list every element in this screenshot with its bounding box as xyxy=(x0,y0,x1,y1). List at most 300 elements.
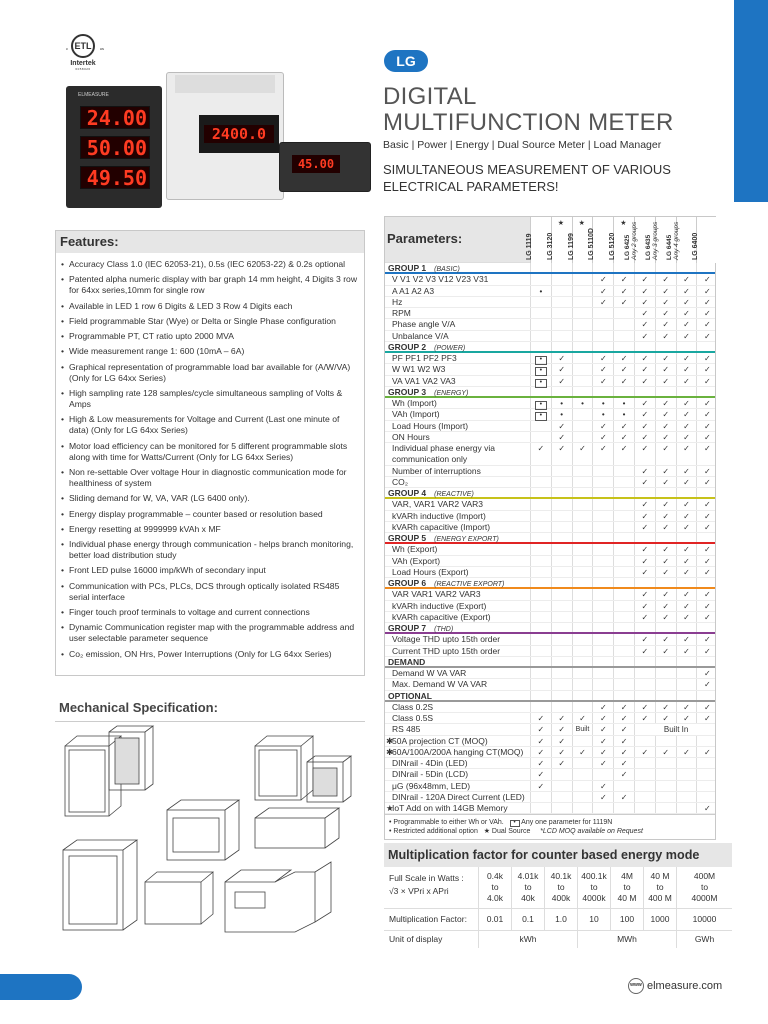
check-icon: ✓ xyxy=(655,466,676,476)
check-icon: ✓ xyxy=(592,702,613,712)
feature-item: • Programmable PT, CT ratio upto 2000 MVA xyxy=(60,331,360,342)
group-name: GROUP 7 xyxy=(388,623,427,633)
check-icon: ✓ xyxy=(592,286,613,296)
check-icon: ✓ xyxy=(613,758,634,768)
parameter-name: kVARh capacitive (Export) xyxy=(392,611,491,622)
support-cell xyxy=(572,376,593,386)
support-cell xyxy=(572,612,593,622)
support-cell xyxy=(634,758,655,768)
support-cell xyxy=(572,409,593,419)
parameter-name: DINrail - 120A Direct Current (LED) xyxy=(392,791,525,802)
check-icon: ✓ xyxy=(655,544,676,554)
group-tag: (ENERGY) xyxy=(434,389,469,397)
check-icon: ✓ xyxy=(655,556,676,566)
support-cell: Built xyxy=(572,724,593,734)
feature-item: • Communication with PCs, PLCs, DCS through optically isolated RS485 serial interface xyxy=(60,581,360,603)
check-icon: ✓ xyxy=(592,421,613,431)
support-cell xyxy=(613,511,634,521)
drawing-front-1 xyxy=(65,726,153,816)
product-photos xyxy=(66,72,378,214)
multiplication-title: Multiplication factor for counter based energy mode xyxy=(384,843,732,867)
support-cell xyxy=(676,803,697,813)
check-icon: ✓ xyxy=(655,522,676,532)
check-icon: ✓ xyxy=(613,353,634,363)
check-icon: ✓ xyxy=(634,567,655,577)
support-cell xyxy=(572,803,593,813)
support-cell xyxy=(551,769,572,779)
check-icon: ✓ xyxy=(634,331,655,341)
check-icon: ✓ xyxy=(696,567,717,577)
full-scale-range: 4M to 40 M xyxy=(610,867,643,909)
any-one-box-icon xyxy=(530,364,551,374)
check-icon: ✓ xyxy=(696,668,717,678)
support-cell xyxy=(592,331,613,341)
check-icon: ✓ xyxy=(676,297,697,307)
check-icon: ✓ xyxy=(655,511,676,521)
support-cell xyxy=(655,668,676,678)
parameter-name: Current THD upto 15th order xyxy=(392,645,501,656)
check-icon: ✓ xyxy=(676,499,697,509)
parameter-row xyxy=(385,803,715,814)
parameter-row xyxy=(385,601,715,612)
check-icon: ✓ xyxy=(634,308,655,318)
check-icon: ✓ xyxy=(696,274,717,284)
check-icon: ✓ xyxy=(634,544,655,554)
parameter-row xyxy=(385,668,715,679)
parameter-row xyxy=(385,477,715,488)
support-cell xyxy=(655,781,676,791)
check-icon: ✓ xyxy=(530,736,551,746)
features-panel xyxy=(55,230,365,676)
parameter-name: Voltage THD upto 15th order xyxy=(392,634,501,645)
support-cell xyxy=(655,736,676,746)
parameter-name: RS 485 xyxy=(392,724,421,735)
unit-gwh: GWh xyxy=(676,931,732,948)
check-icon: ✓ xyxy=(676,747,697,757)
check-icon: ✓ xyxy=(676,511,697,521)
check-icon: ✓ xyxy=(696,713,717,723)
support-cell xyxy=(613,466,634,476)
support-cell xyxy=(696,736,717,746)
check-icon: ✓ xyxy=(696,353,717,363)
group-name: OPTIONAL xyxy=(388,690,432,701)
check-icon: ✓ xyxy=(592,376,613,386)
support-cell xyxy=(551,274,572,284)
check-icon: ✓ xyxy=(634,274,655,284)
intertek-name: Intertek xyxy=(70,60,96,67)
support-cell xyxy=(572,758,593,768)
check-icon: ✓ xyxy=(676,556,697,566)
check-icon: ✓ xyxy=(592,747,613,757)
support-cell xyxy=(613,589,634,599)
support-cell xyxy=(551,612,572,622)
support-cell xyxy=(592,511,613,521)
check-icon: ✓ xyxy=(634,747,655,757)
check-icon: ✓ xyxy=(655,443,676,465)
option-marker-icon: ✱ xyxy=(386,735,394,746)
feature-item: • Field programmable Star (Wye) or Delta or Single Phase configuration xyxy=(60,316,360,327)
support-cell xyxy=(655,679,676,689)
features-list xyxy=(56,253,364,660)
check-icon: ✓ xyxy=(655,376,676,386)
page-title: DIGITAL MULTIFUNCTION METER xyxy=(383,83,674,136)
product-tagline: Basic | Power | Energy | Dual Source Meter | Load Manager xyxy=(383,139,662,151)
parameter-row xyxy=(385,274,715,285)
check-icon: ✓ xyxy=(551,364,572,374)
parameter-name: PF PF1 PF2 PF3 xyxy=(392,353,457,363)
check-icon: ✓ xyxy=(696,556,717,566)
model-name: LG 5110D xyxy=(588,228,596,260)
support-cell xyxy=(613,781,634,791)
check-icon: ✓ xyxy=(530,443,551,465)
model-label: LG 6435 xyxy=(644,234,652,260)
support-cell: • xyxy=(592,409,613,419)
support-cell xyxy=(551,499,572,509)
support-cell xyxy=(676,792,697,802)
factor-row: Multiplication Factor: 0.01 0.1 1.0 10 100 1000 10000 xyxy=(384,909,732,931)
support-cell xyxy=(592,601,613,611)
support-cell xyxy=(551,319,572,329)
check-icon: ✓ xyxy=(613,297,634,307)
group-header xyxy=(385,533,715,544)
support-cell xyxy=(551,634,572,644)
note-programmable: • Programmable to either Wh or VAh. xyxy=(389,819,504,827)
any-one-box-icon xyxy=(530,376,551,386)
check-icon: ✓ xyxy=(696,297,717,307)
group-header xyxy=(385,387,715,398)
support-cell xyxy=(551,589,572,599)
parameter-name: Demand W VA VAR xyxy=(392,668,467,678)
meter1-display-row1: 24.00 xyxy=(80,106,150,129)
parameter-name: kVARh inductive (Import) xyxy=(392,510,486,521)
check-icon: ✓ xyxy=(551,747,572,757)
support-cell xyxy=(592,589,613,599)
check-icon: ✓ xyxy=(634,364,655,374)
model-name xyxy=(667,216,680,260)
parameters-header xyxy=(385,217,715,263)
parameter-name: DINrail - 5Din (LCD) xyxy=(392,769,469,780)
check-icon: ✓ xyxy=(592,297,613,307)
check-icon: ✓ xyxy=(676,589,697,599)
group-name: GROUP 4 xyxy=(388,488,427,498)
support-cell xyxy=(530,511,551,521)
support-cell xyxy=(530,499,551,509)
support-cell xyxy=(592,544,613,554)
parameter-name: Hz xyxy=(392,296,403,307)
check-icon: ✓ xyxy=(676,612,697,622)
note-dual-source: ★ Dual Source xyxy=(483,828,531,836)
parameter-row xyxy=(385,319,715,330)
parameter-name: RPM xyxy=(392,308,411,318)
parameter-name: Wh (Export) xyxy=(392,544,438,555)
check-icon: ✓ xyxy=(551,724,572,734)
check-icon: ✓ xyxy=(655,477,676,487)
support-cell xyxy=(572,601,593,611)
support-cell xyxy=(530,544,551,554)
support-cell xyxy=(530,679,551,689)
parameter-row xyxy=(385,679,715,690)
multiplication-factor: 1000 xyxy=(643,909,676,931)
support-cell xyxy=(572,432,593,442)
support-cell: • xyxy=(613,409,634,419)
check-icon: ✓ xyxy=(634,612,655,622)
check-icon: ✓ xyxy=(613,747,634,757)
feature-item: • Patented alpha numeric display with bar graph 14 mm height, 4 Digits 3 row for 64xx series,10mm for single row xyxy=(60,274,360,296)
group-tag: (BASIC) xyxy=(434,266,460,273)
support-cell xyxy=(572,781,593,791)
support-cell xyxy=(551,601,572,611)
check-icon: ✓ xyxy=(655,612,676,622)
support-cell xyxy=(551,679,572,689)
support-cell xyxy=(634,736,655,746)
support-cell xyxy=(696,792,717,802)
parameter-name: Unbalance V/A xyxy=(392,330,449,341)
check-icon: ✓ xyxy=(696,286,717,296)
parameter-row xyxy=(385,589,715,600)
check-icon: ✓ xyxy=(676,376,697,386)
support-cell xyxy=(572,511,593,521)
support-cell xyxy=(551,803,572,813)
model-groups: Any 3 groups xyxy=(651,221,659,260)
check-icon: ✓ xyxy=(655,297,676,307)
check-icon: ✓ xyxy=(530,724,551,734)
support-cell xyxy=(592,612,613,622)
check-icon: ✓ xyxy=(655,702,676,712)
support-cell xyxy=(613,477,634,487)
check-icon: ✓ xyxy=(592,353,613,363)
support-cell xyxy=(634,679,655,689)
check-icon: ✓ xyxy=(634,634,655,644)
group-name: GROUP 5 xyxy=(388,533,427,543)
parameter-name: IoT Add on with 14GB Memory xyxy=(392,803,508,813)
support-cell xyxy=(551,781,572,791)
drawing-front-2 xyxy=(255,736,351,802)
group-tag: (REACTIVE) xyxy=(434,491,474,498)
multiplication-factor: 10000 xyxy=(676,909,732,931)
check-icon: ✓ xyxy=(592,736,613,746)
mechanical-drawings xyxy=(55,722,365,952)
support-cell xyxy=(572,646,593,656)
support-cell xyxy=(572,286,593,296)
model-label: LG 6445 xyxy=(665,234,673,260)
parameter-name: Class 0.5S xyxy=(392,713,434,723)
support-cell xyxy=(572,702,593,712)
model-name: LG 6400 xyxy=(692,232,700,260)
parameter-row xyxy=(385,398,715,409)
check-icon: ✓ xyxy=(655,432,676,442)
check-icon: ✓ xyxy=(696,511,717,521)
meter1-display-row2: 50.00 xyxy=(80,136,150,159)
parameter-name: DINrail - 4Din (LED) xyxy=(392,758,468,768)
support-cell xyxy=(613,308,634,318)
parameter-name: Load Hours (Export) xyxy=(392,566,469,577)
multiplication-factor: 0.1 xyxy=(511,909,544,931)
support-cell xyxy=(572,792,593,802)
support-cell xyxy=(655,803,676,813)
support-cell xyxy=(592,319,613,329)
check-icon: ✓ xyxy=(592,713,613,723)
support-cell xyxy=(613,499,634,509)
group-header xyxy=(385,657,715,668)
parameter-row xyxy=(385,724,715,735)
check-icon: ✓ xyxy=(634,398,655,408)
check-icon: ✓ xyxy=(676,601,697,611)
group-tag: (THD) xyxy=(434,626,454,633)
footer-site[interactable] xyxy=(628,978,722,994)
parameter-row xyxy=(385,364,715,375)
meter1-display-row3: 49.50 xyxy=(80,166,150,189)
support-cell xyxy=(572,308,593,318)
feature-item: • Sliding demand for W, VA, VAR (LG 6400 only). xyxy=(60,493,360,504)
check-icon: ✓ xyxy=(696,747,717,757)
parameter-row xyxy=(385,522,715,533)
option-marker-icon: ★ xyxy=(386,803,394,813)
intertek-etl-logo xyxy=(60,34,106,71)
support-cell: • xyxy=(613,398,634,408)
support-cell xyxy=(530,668,551,678)
check-icon: ✓ xyxy=(696,477,717,487)
support-cell xyxy=(592,769,613,779)
support-cell xyxy=(613,601,634,611)
support-cell xyxy=(572,668,593,678)
mechanical-title: Mechanical Specification: xyxy=(59,700,218,715)
parameter-row xyxy=(385,769,715,780)
model-groups: Any 2 groups xyxy=(630,221,638,260)
check-icon: ✓ xyxy=(551,353,572,363)
support-cell xyxy=(613,556,634,566)
parameter-name: Number of interruptions xyxy=(392,465,481,476)
feature-item: • Non re-settable Over voltage Hour in diagnostic communication mode for healthiness of system xyxy=(60,467,360,489)
check-icon: ✓ xyxy=(676,319,697,329)
support-cell xyxy=(655,792,676,802)
parameter-name: VAR, VAR1 VAR2 VAR3 xyxy=(392,499,484,510)
check-icon: ✓ xyxy=(551,432,572,442)
feature-item: • Motor load efficiency can be monitored for 5 different programmable slots along with time for Watts/Current (Only for LG 64xx Series) xyxy=(60,441,360,463)
note-any-one: Any one parameter for 1119N xyxy=(521,819,613,827)
support-cell xyxy=(551,567,572,577)
check-icon: ✓ xyxy=(655,713,676,723)
support-cell xyxy=(551,668,572,678)
group-name: GROUP 2 xyxy=(388,341,427,352)
check-icon: ✓ xyxy=(696,364,717,374)
support-cell xyxy=(572,556,593,566)
model-label: LG 6425 xyxy=(624,234,631,260)
check-icon: ✓ xyxy=(655,274,676,284)
support-cell xyxy=(572,353,593,363)
support-cell xyxy=(572,499,593,509)
check-icon: ✓ xyxy=(696,499,717,509)
support-cell xyxy=(613,612,634,622)
support-cell xyxy=(613,803,634,813)
parameter-row xyxy=(385,511,715,522)
meter-photo-3 xyxy=(279,142,371,192)
feature-item: • Energy resetting at 9999999 kVAh x MF xyxy=(60,524,360,535)
support-cell xyxy=(572,274,593,284)
feature-item: • Co₂ emission, ON Hrs, Power Interruptions (Only for LG 64xx Series) xyxy=(60,649,360,660)
check-icon: ✓ xyxy=(592,724,613,734)
check-icon: ✓ xyxy=(530,758,551,768)
multiplication-factor: 10 xyxy=(577,909,610,931)
support-cell xyxy=(551,544,572,554)
support-cell xyxy=(551,511,572,521)
support-cell xyxy=(592,668,613,678)
check-icon: ✓ xyxy=(613,274,634,284)
support-cell xyxy=(572,522,593,532)
parameter-row xyxy=(385,409,715,420)
support-cell: • xyxy=(592,398,613,408)
support-cell xyxy=(592,567,613,577)
parameter-row xyxy=(385,792,715,803)
check-icon: ✓ xyxy=(655,364,676,374)
check-icon: ✓ xyxy=(613,364,634,374)
check-icon: ✓ xyxy=(676,421,697,431)
parameter-row xyxy=(385,758,715,769)
check-icon: ✓ xyxy=(676,398,697,408)
check-icon: ✓ xyxy=(655,308,676,318)
check-icon: ✓ xyxy=(696,331,717,341)
support-cell xyxy=(530,308,551,318)
feature-item: • Dynamic Communication register map with the programmable address and user selectable parameter sequence xyxy=(60,622,360,644)
support-cell xyxy=(551,331,572,341)
check-icon: ✓ xyxy=(676,443,697,465)
check-icon: ✓ xyxy=(655,589,676,599)
support-cell xyxy=(592,646,613,656)
parameter-row xyxy=(385,747,715,758)
check-icon: ✓ xyxy=(655,409,676,419)
meter-photo-1 xyxy=(66,86,162,208)
parameter-row xyxy=(385,634,715,645)
full-scale-range: 400M to 4000M xyxy=(676,867,732,909)
check-icon: ✓ xyxy=(634,421,655,431)
drawing-din-1 xyxy=(167,800,339,860)
feature-item: • Finger touch proof terminals to voltage and current connections xyxy=(60,607,360,618)
site-link[interactable]: elmeasure.com xyxy=(647,979,723,992)
check-icon: ✓ xyxy=(613,443,634,465)
check-icon: ✓ xyxy=(655,646,676,656)
check-icon: ✓ xyxy=(676,702,697,712)
check-icon: ✓ xyxy=(613,724,634,734)
check-icon: ✓ xyxy=(655,398,676,408)
support-cell xyxy=(530,803,551,813)
full-scale-range: 400.1k to 4000k xyxy=(577,867,610,909)
check-icon: ✓ xyxy=(592,432,613,442)
support-cell xyxy=(572,634,593,644)
parameter-row xyxy=(385,432,715,443)
note-lcd-moq: *LCD MOQ available on Request xyxy=(540,828,643,836)
group-header xyxy=(385,623,715,634)
full-scale-range: 40 M to 400 M xyxy=(643,867,676,909)
support-cell xyxy=(572,736,593,746)
parameter-row xyxy=(385,376,715,387)
support-cell xyxy=(551,286,572,296)
features-title: Features: xyxy=(56,231,364,253)
support-cell xyxy=(530,477,551,487)
support-cell xyxy=(592,477,613,487)
support-cell xyxy=(613,646,634,656)
support-cell xyxy=(530,556,551,566)
parameter-name: W W1 W2 W3 xyxy=(392,364,446,375)
support-cell xyxy=(655,769,676,779)
check-icon: ✓ xyxy=(676,353,697,363)
check-icon: ✓ xyxy=(551,736,572,746)
support-cell xyxy=(676,736,697,746)
full-scale-range: 40.1k to 400k xyxy=(544,867,577,909)
model-name xyxy=(625,216,638,260)
group-name: GROUP 3 xyxy=(388,386,427,397)
check-icon: ✓ xyxy=(696,544,717,554)
model-name: LG 1119 xyxy=(526,233,533,260)
globe-icon: www xyxy=(628,978,644,994)
